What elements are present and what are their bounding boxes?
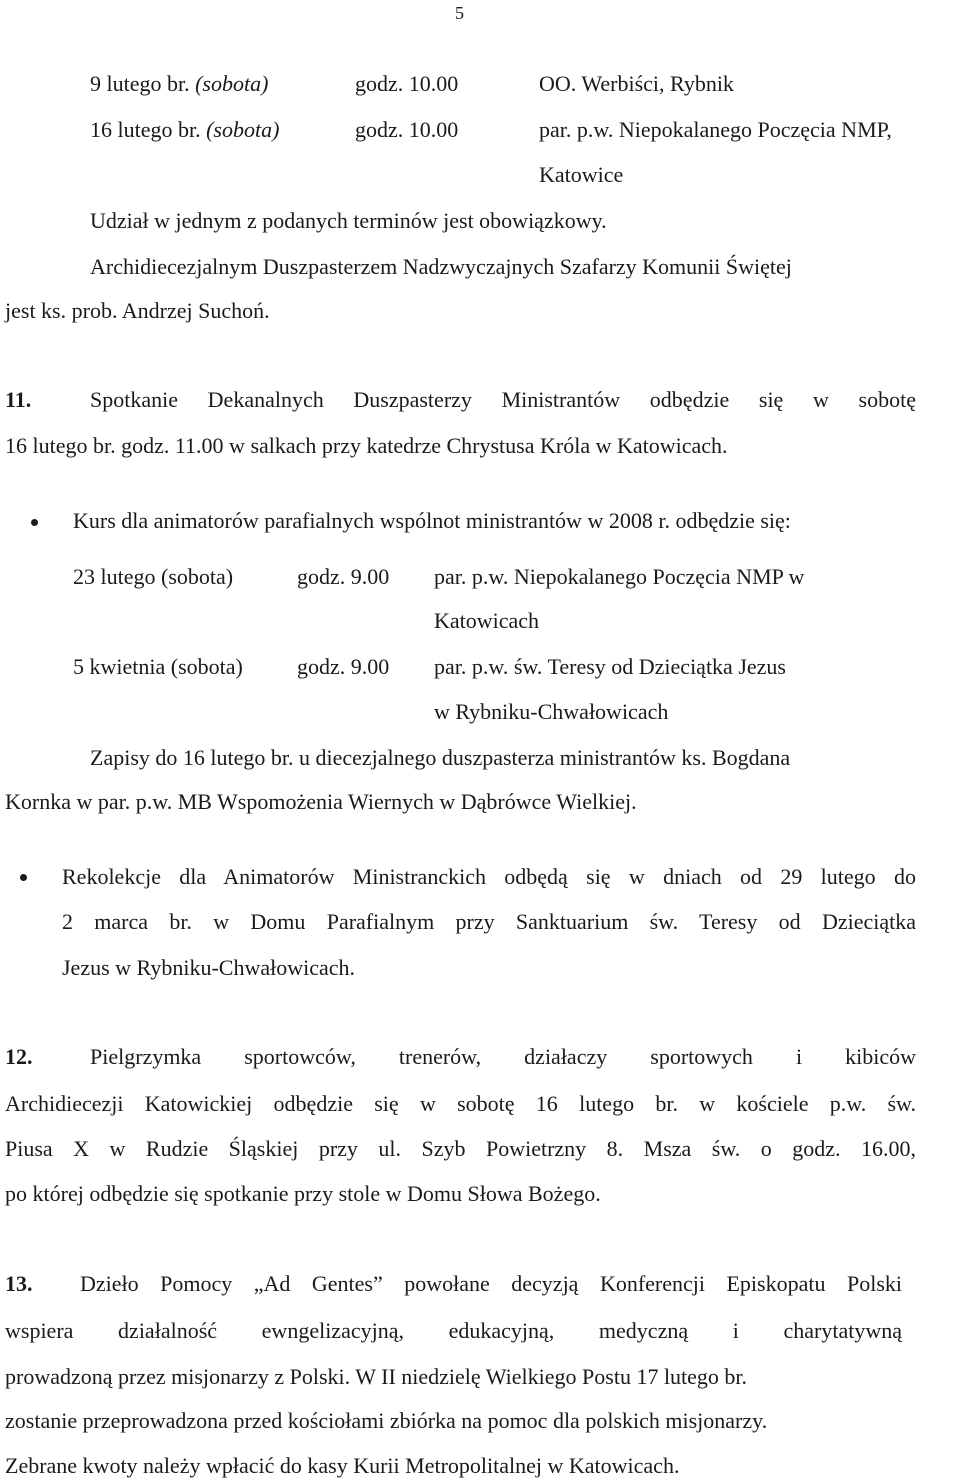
signup-line: Kornka w par. p.w. MB Wspomożenia Wiernych w Dąbrówce Wielkiej.: [5, 789, 637, 814]
schedule-date-text: 16 lutego br.: [90, 117, 207, 142]
archi-line: jest ks. prob. Andrzej Suchoń.: [5, 298, 270, 323]
obligation-note: Udział w jednym z podanych terminów jest obowiązkowy.: [90, 208, 607, 233]
schedule-place: par. p.w. Niepokalanego Poczęcia NMP,: [539, 117, 892, 142]
course-date: 23 lutego (sobota): [73, 564, 234, 589]
course-place-cont: w Rybniku-Chwałowicach: [434, 699, 669, 724]
item-number: 13.: [5, 1271, 33, 1296]
item13-line: zostanie przeprowadzona przed kościołami zbiórka na pomoc dla polskich misjonarzy.: [5, 1408, 768, 1433]
schedule-date: [90, 119, 279, 141]
schedule-day: (sobota): [206, 117, 280, 142]
schedule-time: godz. 10.00: [355, 71, 459, 96]
course-place: par. p.w. św. Teresy od Dzieciątka Jezus: [434, 654, 786, 679]
item12-line: Piusa X w Rudzie Śląskiej przy ul. Szyb Powietrzny 8. Msza św. o godz. 16.00,: [5, 1136, 916, 1161]
page-number: 5: [455, 3, 464, 23]
item11-line1: Spotkanie Dekanalnych Duszpasterzy Ministrantów odbędzie się w sobotę: [90, 387, 916, 412]
course-time: godz. 9.00: [297, 564, 390, 589]
item12-line: Archidiecezji Katowickiej odbędzie się w sobotę 16 lutego br. w kościele p.w. św.: [5, 1091, 916, 1116]
archi-line: Archidiecezjalnym Duszpasterzem Nadzwyczajnych Szafarzy Komunii Świętej: [90, 254, 792, 279]
course-time: godz. 9.00: [297, 654, 390, 679]
retreat-line: Jezus w Rybniku-Chwałowicach.: [62, 955, 356, 980]
schedule-place-cont: Katowice: [539, 162, 624, 187]
bullet-icon: [20, 874, 27, 881]
schedule-place: OO. Werbiści, Rybnik: [539, 71, 734, 96]
item-number: 11.: [5, 387, 32, 412]
item13-line: wspiera działalność ewngelizacyjną, edukacyjną, medyczną i charytatywną: [5, 1318, 902, 1343]
retreat-line: Rekolekcje dla Animatorów Ministranckich odbędą się w dniach od 29 lutego do: [62, 864, 916, 889]
schedule-day: (sobota): [195, 71, 269, 96]
item12-line: Pielgrzymka sportowców, trenerów, działaczy sportowych i kibiców: [90, 1044, 916, 1069]
item13-line: prowadzoną przez misjonarzy z Polski. W II niedzielę Wielkiego Postu 17 lutego br.: [5, 1364, 748, 1389]
item11-line2: 16 lutego br. godz. 11.00 w salkach przy katedrze Chrystusa Króla w Katowicach.: [5, 433, 728, 458]
schedule-time: godz. 10.00: [355, 117, 459, 142]
course-place-cont: Katowicach: [434, 608, 540, 633]
item-number: 12.: [5, 1044, 33, 1069]
course-intro: Kurs dla animatorów parafialnych wspólnot ministrantów w 2008 r. odbędzie się:: [73, 508, 791, 533]
course-date: 5 kwietnia (sobota): [73, 654, 243, 679]
signup-line: Zapisy do 16 lutego br. u diecezjalnego duszpasterza ministrantów ks. Bogdana: [90, 745, 791, 770]
item13-line: Zebrane kwoty należy wpłacić do kasy Kurii Metropolitalnej w Katowicach.: [5, 1453, 680, 1478]
item13-line: Dzieło Pomocy „Ad Gentes” powołane decyzją Konferencji Episkopatu Polski: [80, 1271, 902, 1296]
course-place: par. p.w. Niepokalanego Poczęcia NMP w: [434, 564, 805, 589]
schedule-date-text: 9 lutego br.: [90, 71, 196, 96]
schedule-date: [90, 73, 268, 95]
retreat-line: 2 marca br. w Domu Parafialnym przy Sanktuarium św. Teresy od Dzieciątka: [62, 909, 916, 934]
item12-line: po której odbędzie się spotkanie przy stole w Domu Słowa Bożego.: [5, 1181, 601, 1206]
bullet-icon: [31, 519, 38, 526]
